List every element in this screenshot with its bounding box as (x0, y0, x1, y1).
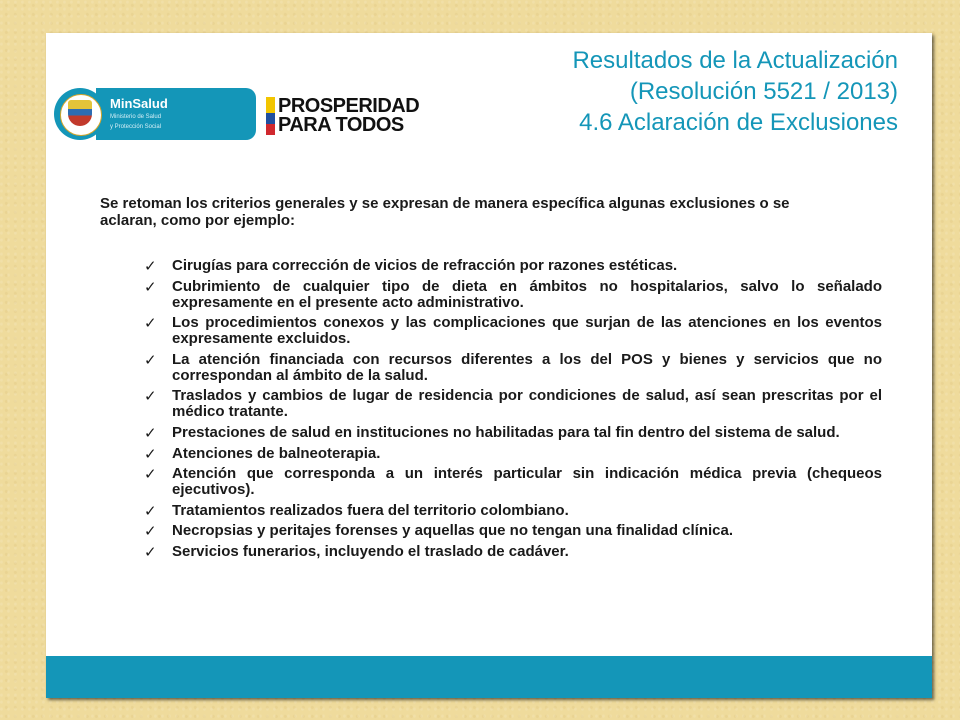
list-item (144, 446, 882, 462)
list-item-text: Prestaciones de salud en instituciones no habilitadas para tal fin dentro del sistema de salud. (172, 423, 840, 441)
footer-bar (46, 656, 932, 698)
list-item-text: Servicios funerarios, incluyendo el traslado de cadáver. (172, 542, 569, 560)
check-icon: ✓ (144, 542, 157, 561)
check-icon: ✓ (144, 522, 157, 541)
list-item (144, 523, 882, 539)
prosperidad-line-2: PARA TODOS (278, 114, 404, 136)
exclusions-list (144, 258, 882, 565)
minsalud-logo (96, 88, 256, 140)
list-item-text: Los procedimientos conexos y las complicaciones que surjan de las atenciones en los eventos expresamente excluidos. (172, 314, 882, 348)
colombia-coat-of-arms-icon (54, 88, 106, 140)
prosperidad-logo (278, 97, 419, 135)
list-item-text: Atenciones de balneoterapia. (172, 444, 381, 462)
check-icon: ✓ (144, 501, 157, 520)
list-item (144, 258, 882, 274)
list-item-text: Tratamientos realizados fuera del territorio colombiano. (172, 501, 569, 519)
list-item-text: Cubrimiento de cualquier tipo de dieta en ámbitos no hospitalarios, salvo lo señalado expresamente en el presente acto administrativo. (172, 277, 882, 311)
check-icon: ✓ (144, 314, 157, 333)
list-item (144, 279, 882, 311)
list-item-text: Traslados y cambios de lugar de residencia por condiciones de salud, así sean prescritas por el médico tratante. (172, 387, 882, 421)
list-item (144, 466, 882, 498)
list-item (144, 352, 882, 384)
check-icon: ✓ (144, 387, 157, 406)
prosperidad-line-1: PROSPERIDAD (278, 95, 420, 117)
minsalud-sub-1: Ministerio de Salud (110, 114, 162, 120)
check-icon: ✓ (144, 350, 157, 369)
logo-block (54, 88, 424, 144)
list-item (144, 544, 882, 560)
check-icon: ✓ (144, 277, 157, 296)
list-item-text: Necropsias y peritajes forenses y aquellas que no tengan una finalidad clínica. (172, 522, 734, 540)
list-item (144, 315, 882, 347)
list-item (144, 425, 882, 441)
minsalud-sub-2: y Protección Social (110, 124, 162, 130)
list-item-text: La atención financiada con recursos diferentes a los del POS y bienes y servicios que no correspondan al ámbito de la salud. (172, 350, 882, 384)
title-line-2: (Resolución 5521 / 2013) (629, 78, 898, 105)
colombia-flag-bars (266, 97, 275, 135)
minsalud-name: MinSalud (110, 96, 168, 111)
title-line-1: Resultados de la Actualización (572, 47, 898, 74)
list-item-text: Atención que corresponda a un interés particular sin indicación médica previa (chequeos ejecutivos). (172, 465, 882, 499)
check-icon: ✓ (144, 444, 157, 463)
check-icon: ✓ (144, 423, 157, 442)
list-item (144, 388, 882, 420)
slide-title (572, 45, 898, 138)
check-icon: ✓ (144, 257, 157, 275)
list-item (144, 503, 882, 519)
title-line-3: 4.6 Aclaración de Exclusiones (579, 109, 898, 136)
check-icon: ✓ (144, 465, 157, 484)
list-item-text: Cirugías para corrección de vicios de refracción por razones estéticas. (172, 257, 678, 274)
intro-text: Se retoman los criterios generales y se expresan de manera específica algunas exclusiones o se aclaran, como por ejemplo: (100, 195, 790, 229)
slide (46, 33, 932, 698)
